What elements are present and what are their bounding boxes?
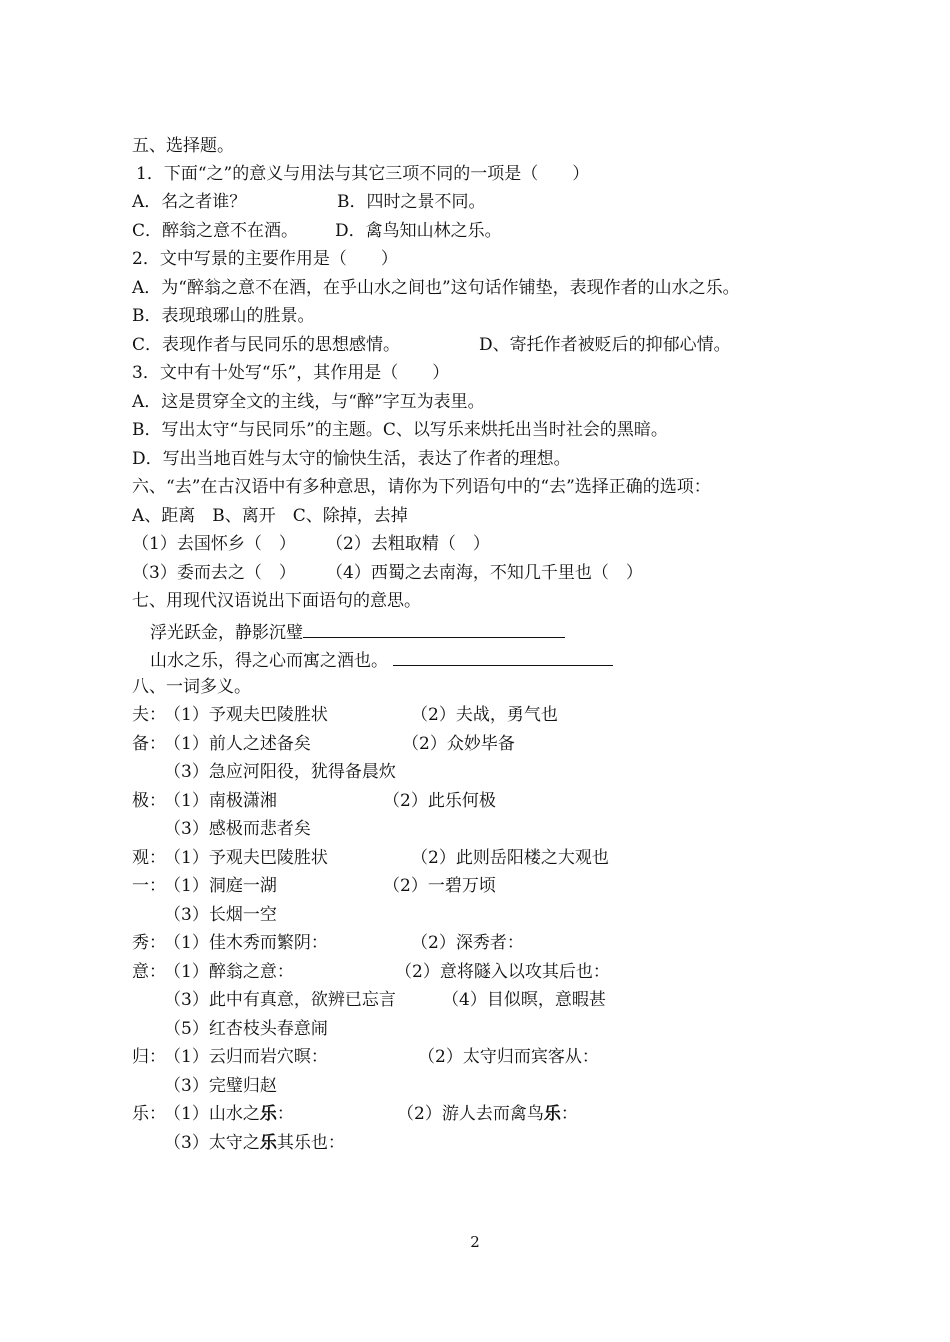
word-bei-3: （3）急应河阳役，犹得备晨炊 (164, 762, 396, 782)
word-yi-3: （3）长烟一空 (164, 905, 277, 925)
question-2: 2．文中写景的主要作用是（ ） (132, 249, 398, 269)
le-1-keyword: 乐 (259, 1104, 277, 1124)
le-2-suffix: ： (560, 1104, 578, 1124)
q1-option-d: D．禽鸟知山林之乐。 (335, 221, 502, 241)
word-bei-label: 备： (132, 734, 166, 754)
word-xiu-2: （2）深秀者： (411, 933, 524, 953)
word-gui-2: （2）太守归而宾客从： (418, 1047, 599, 1067)
word-yi4-4: （4）目似暝，意暇甚 (442, 990, 606, 1010)
page-number: 2 (470, 1233, 480, 1251)
q3-option-bc: B．写出太守“与民同乐”的主题。C、以写乐来烘托出当时社会的黑暗。 (132, 420, 668, 440)
qu-item-2: （2）去粗取精（ ） (326, 534, 490, 554)
q2-option-a: A．为“醉翁之意不在酒，在乎山水之间也”这句话作铺垫，表现作者的山水之乐。 (132, 278, 740, 298)
q3-option-a: A．这是贯穿全文的主线，与“醉”字互为表里。 (132, 392, 485, 412)
le-1-prefix: （1）山水之 (164, 1104, 260, 1124)
word-yi4-5: （5）红杏枝头春意闹 (164, 1019, 328, 1039)
sentence-1-text: 浮光跃金，静影沉璧 (150, 623, 303, 643)
word-ji-1: （1）南极潇湘 (164, 791, 277, 811)
word-yi4-2: （2）意将隧入以攻其后也： (395, 962, 610, 982)
section-6-options: A、距离 B、离开 C、除掉，去掉 (132, 506, 408, 526)
section-6-title: 六、“去”在古汉语中有多种意思，请你为下列语句中的“去”选择正确的选项： (132, 477, 711, 497)
word-yi4-label: 意： (132, 962, 166, 982)
q1-option-c: C．醉翁之意不在酒。 (132, 221, 299, 241)
word-le-1 (164, 1103, 294, 1125)
section-8-title: 八、一词多义。 (132, 677, 251, 697)
sentence-2-text: 山水之乐，得之心而寓之酒也。 (150, 651, 388, 671)
word-ji-3: （3）感极而悲者矣 (164, 819, 311, 839)
le-3-keyword: 乐 (259, 1133, 277, 1153)
word-le-2 (397, 1103, 578, 1125)
word-fu-2: （2）夫战，勇气也 (411, 705, 558, 725)
word-xiu-1: （1）佳木秀而繁阴： (164, 933, 328, 953)
word-xiu-label: 秀： (132, 933, 166, 953)
question-1: 1．下面“之”的意义与用法与其它三项不同的一项是（ ） (136, 164, 590, 184)
word-bei-1: （1）前人之述备矣 (164, 734, 311, 754)
le-3-prefix: （3）太守之 (164, 1133, 260, 1153)
q2-option-d: D、寄托作者被贬后的抑郁心情。 (479, 335, 731, 355)
word-ji-label: 极： (132, 791, 166, 811)
q1-option-a: A．名之者谁？ (132, 192, 247, 212)
word-le-3 (164, 1132, 345, 1154)
word-ji-2: （2）此乐何极 (383, 791, 496, 811)
answer-blank-2[interactable] (393, 647, 613, 666)
word-yi-1: （1）洞庭一湖 (164, 876, 277, 896)
le-1-suffix: ： (276, 1104, 294, 1124)
section-7-title: 七、用现代汉语说出下面语句的意思。 (132, 591, 421, 611)
q1-option-b: B．四时之景不同。 (337, 192, 486, 212)
q2-option-c: C．表现作者与民同乐的思想感情。 (132, 335, 401, 355)
word-gui-label: 归： (132, 1047, 166, 1067)
question-3: 3．文中有十处写“乐”，其作用是（ ） (132, 363, 450, 383)
answer-blank-1[interactable] (303, 619, 565, 638)
word-yi-2: （2）一碧万顷 (383, 876, 496, 896)
qu-item-3: （3）委而去之（ ） (132, 563, 296, 583)
word-gui-3: （3）完璧归赵 (164, 1076, 277, 1096)
word-le-label: 乐： (132, 1104, 166, 1124)
word-fu-label: 夫： (132, 705, 166, 725)
le-2-keyword: 乐 (543, 1104, 561, 1124)
qu-item-4: （4）西蜀之去南海，不知几千里也（ ） (326, 563, 643, 583)
qu-item-1: （1）去国怀乡（ ） (132, 534, 296, 554)
q3-option-d: D．写出当地百姓与太守的愉快生活，表达了作者的理想。 (132, 449, 571, 469)
q2-option-b: B．表现琅琊山的胜景。 (132, 306, 315, 326)
word-guan-2: （2）此则岳阳楼之大观也 (411, 848, 609, 868)
word-gui-1: （1）云归而岩穴暝： (164, 1047, 328, 1067)
word-guan-label: 观： (132, 848, 166, 868)
translate-sentence-1 (150, 619, 565, 644)
word-yi4-3: （3）此中有真意，欲辨已忘言 (164, 990, 396, 1010)
word-guan-1: （1）予观夫巴陵胜状 (164, 848, 328, 868)
word-yi-label: 一： (132, 876, 166, 896)
le-2-prefix: （2）游人去而禽鸟 (397, 1104, 544, 1124)
section-5-title: 五、选择题。 (132, 136, 234, 156)
word-yi4-1: （1）醉翁之意： (164, 962, 294, 982)
translate-sentence-2 (150, 647, 613, 672)
word-fu-1: （1）予观夫巴陵胜状 (164, 705, 328, 725)
le-3-suffix: 其乐也： (276, 1133, 345, 1153)
word-bei-2: （2）众妙毕备 (402, 734, 515, 754)
